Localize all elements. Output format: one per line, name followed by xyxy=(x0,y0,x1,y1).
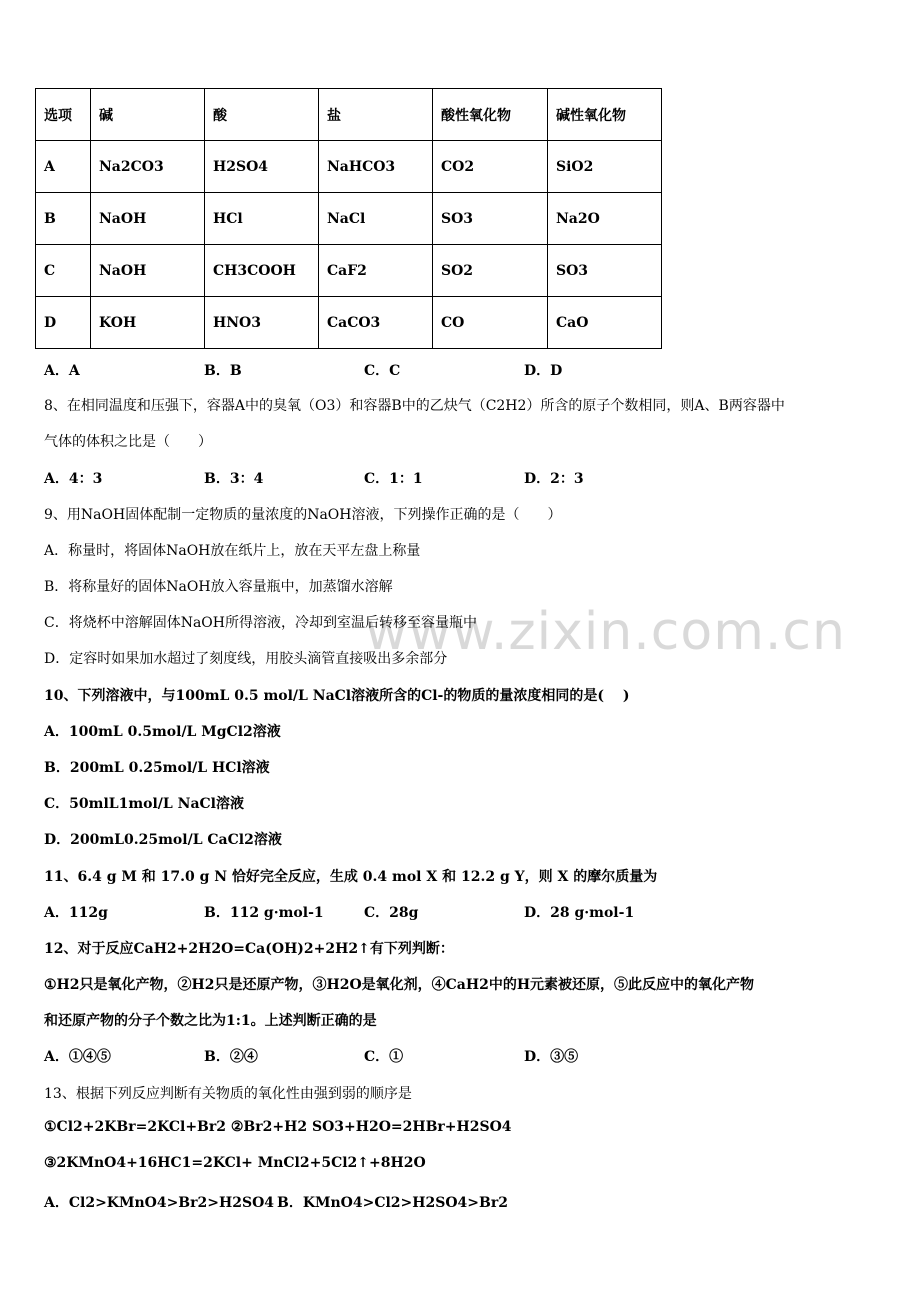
table-cell: KOH xyxy=(91,297,205,349)
classification-table xyxy=(35,88,662,349)
table-row xyxy=(36,141,662,193)
q13-equation-1-2: ①Cl2+2KBr=2KCl+Br2 ②Br2+H2 SO3+H2O=2HBr+H2SO4 xyxy=(44,1119,512,1135)
q11-option-a: A．112g xyxy=(44,905,108,921)
q11-option-b: B．112 g·mol-1 xyxy=(204,905,324,921)
q7-option-b: B．B xyxy=(204,363,242,379)
q12-option-a: A．①④⑤ xyxy=(44,1049,111,1065)
q11-option-d: D．28 g·mol-1 xyxy=(524,905,635,921)
q10-option-c: C．50mlL1mol/L NaCl溶液 xyxy=(44,796,244,812)
q12-judgement-line1: ①H2只是氧化产物，②H2只是还原产物，③H2O是氧化剂，④CaH2中的H元素被还原，⑤此反应中的氧化产物 xyxy=(44,977,755,993)
table-cell: SO3 xyxy=(433,193,548,245)
q12-option-d: D．③⑤ xyxy=(524,1049,579,1065)
q12-judgement-line2: 和还原产物的分子个数之比为1:1。上述判断正确的是 xyxy=(44,1013,377,1029)
table-cell: A xyxy=(36,141,91,193)
header-cell: 碱 xyxy=(91,89,205,141)
header-cell: 酸性氧化物 xyxy=(433,89,548,141)
table-cell: HCl xyxy=(205,193,319,245)
q13-option-a: A．Cl2>KMnO4>Br2>H2SO4 xyxy=(44,1195,275,1211)
table-cell: C xyxy=(36,245,91,297)
table-cell: CaF2 xyxy=(319,245,433,297)
q7-option-a: A．A xyxy=(44,363,80,379)
q8-option-b: B．3：4 xyxy=(204,471,264,487)
watermark: www.zixin.com.cn xyxy=(365,602,846,662)
q8-option-d: D．2：3 xyxy=(524,471,584,487)
table-cell: HNO3 xyxy=(205,297,319,349)
header-cell: 碱性氧化物 xyxy=(548,89,662,141)
q10-option-a: A．100mL 0.5mol/L MgCl2溶液 xyxy=(44,724,281,740)
table-cell: NaOH xyxy=(91,245,205,297)
q8-option-c: C．1：1 xyxy=(364,471,423,487)
q7-option-c: C．C xyxy=(364,363,401,379)
header-cell: 盐 xyxy=(319,89,433,141)
table-cell: CaCO3 xyxy=(319,297,433,349)
table-cell: CO xyxy=(433,297,548,349)
q10-option-d: D．200mL0.25mol/L CaCl2溶液 xyxy=(44,832,282,848)
table-cell: SiO2 xyxy=(548,141,662,193)
q9-option-b: B．将称量好的固体NaOH放入容量瓶中，加蒸馏水溶解 xyxy=(44,579,393,595)
q10-option-b: B．200mL 0.25mol/L HCl溶液 xyxy=(44,760,270,776)
table-cell: NaCl xyxy=(319,193,433,245)
q12-stem: 12、对于反应CaH2+2H2O=Ca(OH)2+2H2↑有下列判断： xyxy=(44,941,454,957)
q13-option-b: B．KMnO4>Cl2>H2SO4>Br2 xyxy=(277,1195,508,1211)
q11-option-c: C．28g xyxy=(364,905,419,921)
table-cell: Na2O xyxy=(548,193,662,245)
table-row xyxy=(36,297,662,349)
table-header-row xyxy=(36,89,662,141)
q8-stem-line2: 气体的体积之比是（ ） xyxy=(44,434,212,450)
q8-option-a: A．4：3 xyxy=(44,471,103,487)
q7-option-d: D．D xyxy=(524,363,563,379)
q12-option-b: B．②④ xyxy=(204,1049,258,1065)
table-cell: CH3COOH xyxy=(205,245,319,297)
header-cell: 选项 xyxy=(36,89,91,141)
table-cell: NaHCO3 xyxy=(319,141,433,193)
table-cell: NaOH xyxy=(91,193,205,245)
table-cell: B xyxy=(36,193,91,245)
q9-stem: 9、用NaOH固体配制一定物质的量浓度的NaOH溶液，下列操作正确的是（ ） xyxy=(44,507,562,523)
table-cell: D xyxy=(36,297,91,349)
table-cell: SO2 xyxy=(433,245,548,297)
table-cell: Na2CO3 xyxy=(91,141,205,193)
q8-stem-line1: 8、在相同温度和压强下，容器A中的臭氧（O3）和容器B中的乙炔气（C2H2）所含的原子个数相同，则A、B两容器中 xyxy=(44,398,785,414)
q13-equation-3: ③2KMnO4+16HC1=2KCl+ MnCl2+5Cl2↑+8H2O xyxy=(44,1155,426,1171)
q9-option-a: A．称量时，将固体NaOH放在纸片上，放在天平左盘上称量 xyxy=(44,543,421,559)
q9-option-c: C．将烧杯中溶解固体NaOH所得溶液，冷却到室温后转移至容量瓶中 xyxy=(44,615,477,631)
table-row xyxy=(36,245,662,297)
q10-stem: 10、下列溶液中，与100mL 0.5 mol/L NaCl溶液所含的Cl-的物质的量浓度相同的是( ) xyxy=(44,688,630,704)
table-cell: CaO xyxy=(548,297,662,349)
q13-stem: 13、根据下列反应判断有关物质的氧化性由强到弱的顺序是 xyxy=(44,1086,412,1102)
table-cell: SO3 xyxy=(548,245,662,297)
q9-option-d: D．定容时如果加水超过了刻度线，用胶头滴管直接吸出多余部分 xyxy=(44,651,448,667)
table-row xyxy=(36,193,662,245)
q11-stem: 11、6.4 g M 和 17.0 g N 恰好完全反应，生成 0.4 mol X 和 12.2 g Y，则 X 的摩尔质量为 xyxy=(44,869,658,885)
table-cell: CO2 xyxy=(433,141,548,193)
q12-option-c: C．① xyxy=(364,1049,404,1065)
table-cell: H2SO4 xyxy=(205,141,319,193)
header-cell: 酸 xyxy=(205,89,319,141)
